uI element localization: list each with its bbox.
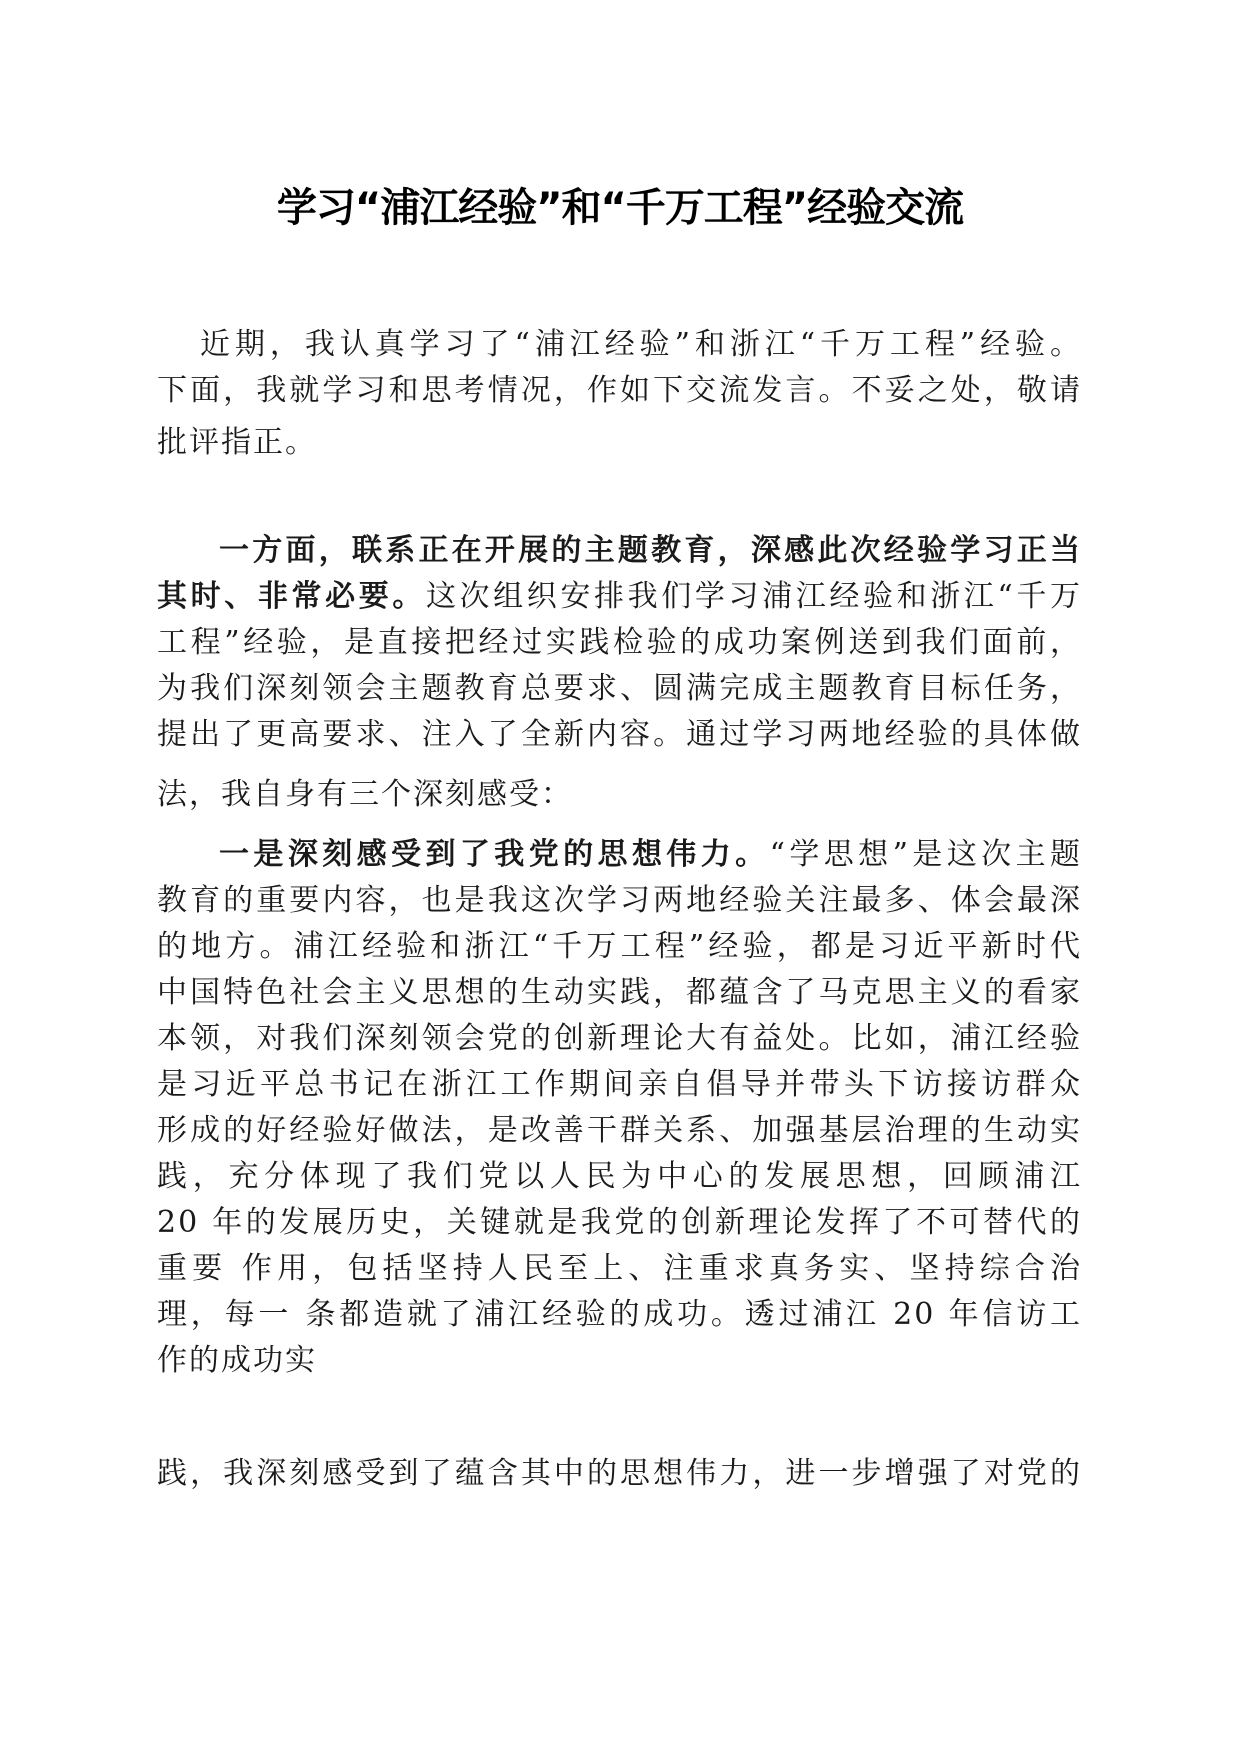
text-line: 的地方。浦江经验和浙江“千万工程”经验，都是习近平新时代 [157, 929, 1082, 964]
paragraph-first-aspect [157, 528, 1082, 758]
text-line: 法，我自身有三个深刻感受： [157, 777, 573, 812]
text-run: “学思想”是这次主题 [769, 837, 1082, 872]
text-line: 重要 作用，包括坚持人民至上、注重求真务实、坚持综合治 [157, 1251, 1082, 1286]
paragraph-thought-power [157, 832, 1082, 1384]
text-line-bold: 一方面，联系正在开展的主题教育，深感此次经验学习正当 [219, 533, 1082, 568]
document-title: 学习“浦江经验”和“千万工程”经验交流 [276, 185, 964, 231]
text-line: 作的成功实 [157, 1343, 317, 1378]
text-line: 形成的好经验好做法，是改善干群关系、加强基层治理的生动实 [157, 1113, 1082, 1148]
text-line: 理，每一 条都造就了浦江经验的成功。透过浦江 20 年信访工 [157, 1297, 1082, 1332]
paragraph-first-aspect-end [157, 772, 1082, 818]
text-line: 下面，我就学习和思考情况，作如下交流发言。不妥之处，敬请 [157, 373, 1082, 408]
text-line: 践，我深刻感受到了蕴含其中的思想伟力，进一步增强了对党的 [157, 1456, 1082, 1491]
text-line: 工程”经验，是直接把经过实践检验的成功案例送到我们面前， [157, 625, 1082, 660]
text-line: 践，充分体现了我们党以人民为中心的发展思想，回顾浦江 [157, 1159, 1082, 1194]
text-line: 教育的重要内容，也是我这次学习两地经验关注最多、体会最深 [157, 883, 1082, 918]
text-line [157, 832, 1082, 878]
text-run: 这次组织安排我们学习浦江经验和浙江“千万 [425, 579, 1082, 614]
text-line [157, 574, 1082, 620]
text-line: 中国特色社会主义思想的生动实践，都蕴含了马克思主义的看家 [157, 975, 1082, 1010]
text-line: 20 年的发展历史，关键就是我党的创新理论发挥了不可替代的 [157, 1205, 1082, 1240]
text-line: 是习近平总书记在浙江工作期间亲自倡导并带头下访接访群众 [157, 1067, 1082, 1102]
bold-lead-in: 一是深刻感受到了我党的思想伟力。 [219, 837, 770, 872]
text-line: 批评指正。 [157, 425, 317, 460]
bold-lead-in: 其时、非常必要。 [157, 579, 426, 614]
paragraph-intro [157, 322, 1082, 414]
text-line: 本领，对我们深刻领会党的创新理论大有益处。比如，浦江经验 [157, 1021, 1082, 1056]
text-line: 提出了更高要求、注入了全新内容。通过学习两地经验的具体做 [157, 717, 1082, 752]
text-line: 近期，我认真学习了“浦江经验”和浙江“千万工程”经验。 [200, 327, 1082, 362]
paragraph-intro-end [157, 420, 1082, 466]
paragraph-continuation [157, 1451, 1082, 1497]
text-line: 为我们深刻领会主题教育总要求、圆满完成主题教育目标任务， [157, 671, 1082, 706]
